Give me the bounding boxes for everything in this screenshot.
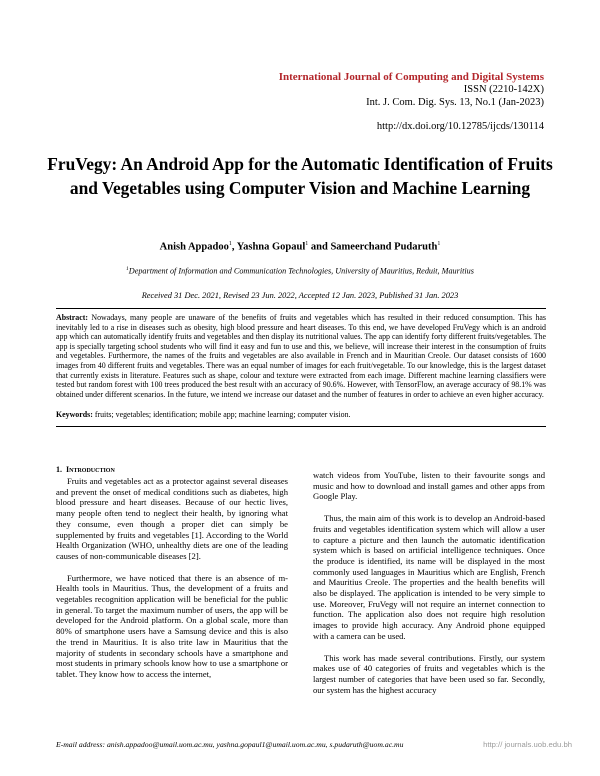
author-separator: , [231, 241, 237, 253]
body-paragraph: Furthermore, we have noticed that there is an absence of m-Health tools in Mauritius. Thus, the development of a fruits and vegetables recognition application will be beneficial for the public in general. To target the maximum number of users, the app will be developed for the Android platform. On a global scale, more than 80% of smartphone users have a Samsung device and this is also the trend in Mauritius. It is also trite law in Mauritius that the majority of students in secondary schools have a smartphone and most students in primary schools know how to use a smartphone or tablet. They know how to access the internet, [56, 572, 288, 679]
section-heading [56, 465, 115, 474]
section-title: Introduction [66, 465, 115, 474]
abstract-top-rule [56, 308, 546, 309]
author-affiliation-mark: 1 [437, 241, 441, 247]
author-name: Sameerchand Pudaruth [330, 241, 438, 253]
abstract-label: Abstract: [56, 313, 88, 322]
author-name: Anish Appadoo [159, 241, 229, 253]
author-conjunction: and [308, 241, 331, 253]
affiliation-text: Department of Information and Communication Technologies, University of Mauritius, Reduit, Mauritius [128, 266, 474, 276]
journal-url[interactable]: http:// journals.uob.edu.bh [483, 740, 572, 749]
body-paragraph: Fruits and vegetables act as a protector against several diseases and prevent the onset of medical conditions such as diabetes, high blood pressure and heart diseases. Because of our hectic lives, many people often tend to neglect their health, by ignoring what they consume, even though a proper diet can simply be supplemented by fruits and vegetables [1]. According to the World Health Organization (WHO, unhealthy diets are one of the leading causes of non-communicable diseases [2]. [56, 476, 288, 561]
keywords-bottom-rule [56, 426, 546, 427]
body-paragraph: This work has made several contributions. Firstly, our system makes use of 40 categories of fruits and vegetables which is the largest number of categories that have been used so far. Secondly, our system has the highest accuracy [313, 652, 545, 695]
keywords-text: fruits; vegetables; identification; mobile app; machine learning; computer vision. [94, 410, 351, 419]
left-column [56, 476, 288, 691]
abstract-text: Nowadays, many people are unaware of the benefits of fruits and vegetables which has resulted in their reduced consumption. This has inevitably led to a rise in diseases such as obesity, high blood pressure and heart diseases. To this end, we have developed FruVegy which is an android app which can automatically identify fruits and vegetables and then display its nutritional values. The app can identify forty different fruits/vegetables. The app is specially targeting school students who will find it easy and fun to use and this, we believe, will increase their interest in the consumption of fruits and vegetables. Furthermore, the names of the fruits and vegetables are also available in French and in Mauritian Creole. Our dataset consists of 1600 images from 40 different fruits and vegetables. There was an equal number of images for each fruit/vegetable. To our knowledge, this is the largest dataset that currently exists in literature. Features such as shape, colour and texture were extracted from each image. Different machine learning classifiers were tested but random forest with 100 trees produced the best result with an accuracy of 90.6%. However, with TensorFlow, an average accuracy of 98.1% was obtained under different scenarios. In the future, we intend we increase our dataset and the number of features in order to achieve an even higher accuracy. [56, 313, 546, 399]
author-emails: E-mail address: anish.appadoo@umail.uom.ac.mu, yashna.gopaul1@umail.uom.ac.mu, s.pudaruth@uom.ac.mu [56, 740, 404, 749]
journal-citation: Int. J. Com. Dig. Sys. 13, No.1 (Jan-2023) [366, 97, 544, 108]
keywords-label: Keywords: [56, 410, 93, 419]
keywords [56, 410, 351, 419]
right-column [313, 470, 545, 706]
abstract [56, 313, 546, 399]
publication-dates: Received 31 Dec. 2021, Revised 23 Jun. 2022, Accepted 12 Jan. 2023, Published 31 Jan. 2023 [141, 291, 459, 300]
doi-link[interactable]: http://dx.doi.org/10.12785/ijcds/130114 [376, 121, 544, 132]
section-number: 1. [56, 465, 62, 474]
affiliation [40, 266, 560, 276]
author-name: Yashna Gopaul [236, 241, 306, 253]
paper-title: FruVegy: An Android App for the Automatic Identification of Fruits and Vegetables using Computer Vision and Machine Learning [47, 154, 553, 198]
affiliation-mark: 1 [126, 266, 129, 272]
body-paragraph: Thus, the main aim of this work is to develop an Android-based fruits and vegetables identification system which will allow a user to capture a picture and then launch the automatic identification system which is based on artificial intelligence techniques. Once the produce is identified, its name will be displayed in the most commonly used languages in Mauritius which are English, French and Mauritius Creole. The properties and the health benefits will also be displayed. The application is intended to be very simple to use. Moreover, FruVegy will not require an internet connection to function. The application also does not require high resolution images to provide high accuracy. Any Android phone equipped with a camera can be used. [313, 513, 545, 641]
issn: ISSN (2210-142X) [463, 84, 544, 95]
journal-title: International Journal of Computing and Digital Systems [278, 71, 544, 83]
body-paragraph: watch videos from YouTube, listen to their favourite songs and music and how to download and install games and other apps from Google Play. [313, 470, 545, 502]
author-list [40, 241, 560, 253]
author-affiliation-mark: 1 [305, 241, 309, 247]
author-affiliation-mark: 1 [228, 241, 232, 247]
